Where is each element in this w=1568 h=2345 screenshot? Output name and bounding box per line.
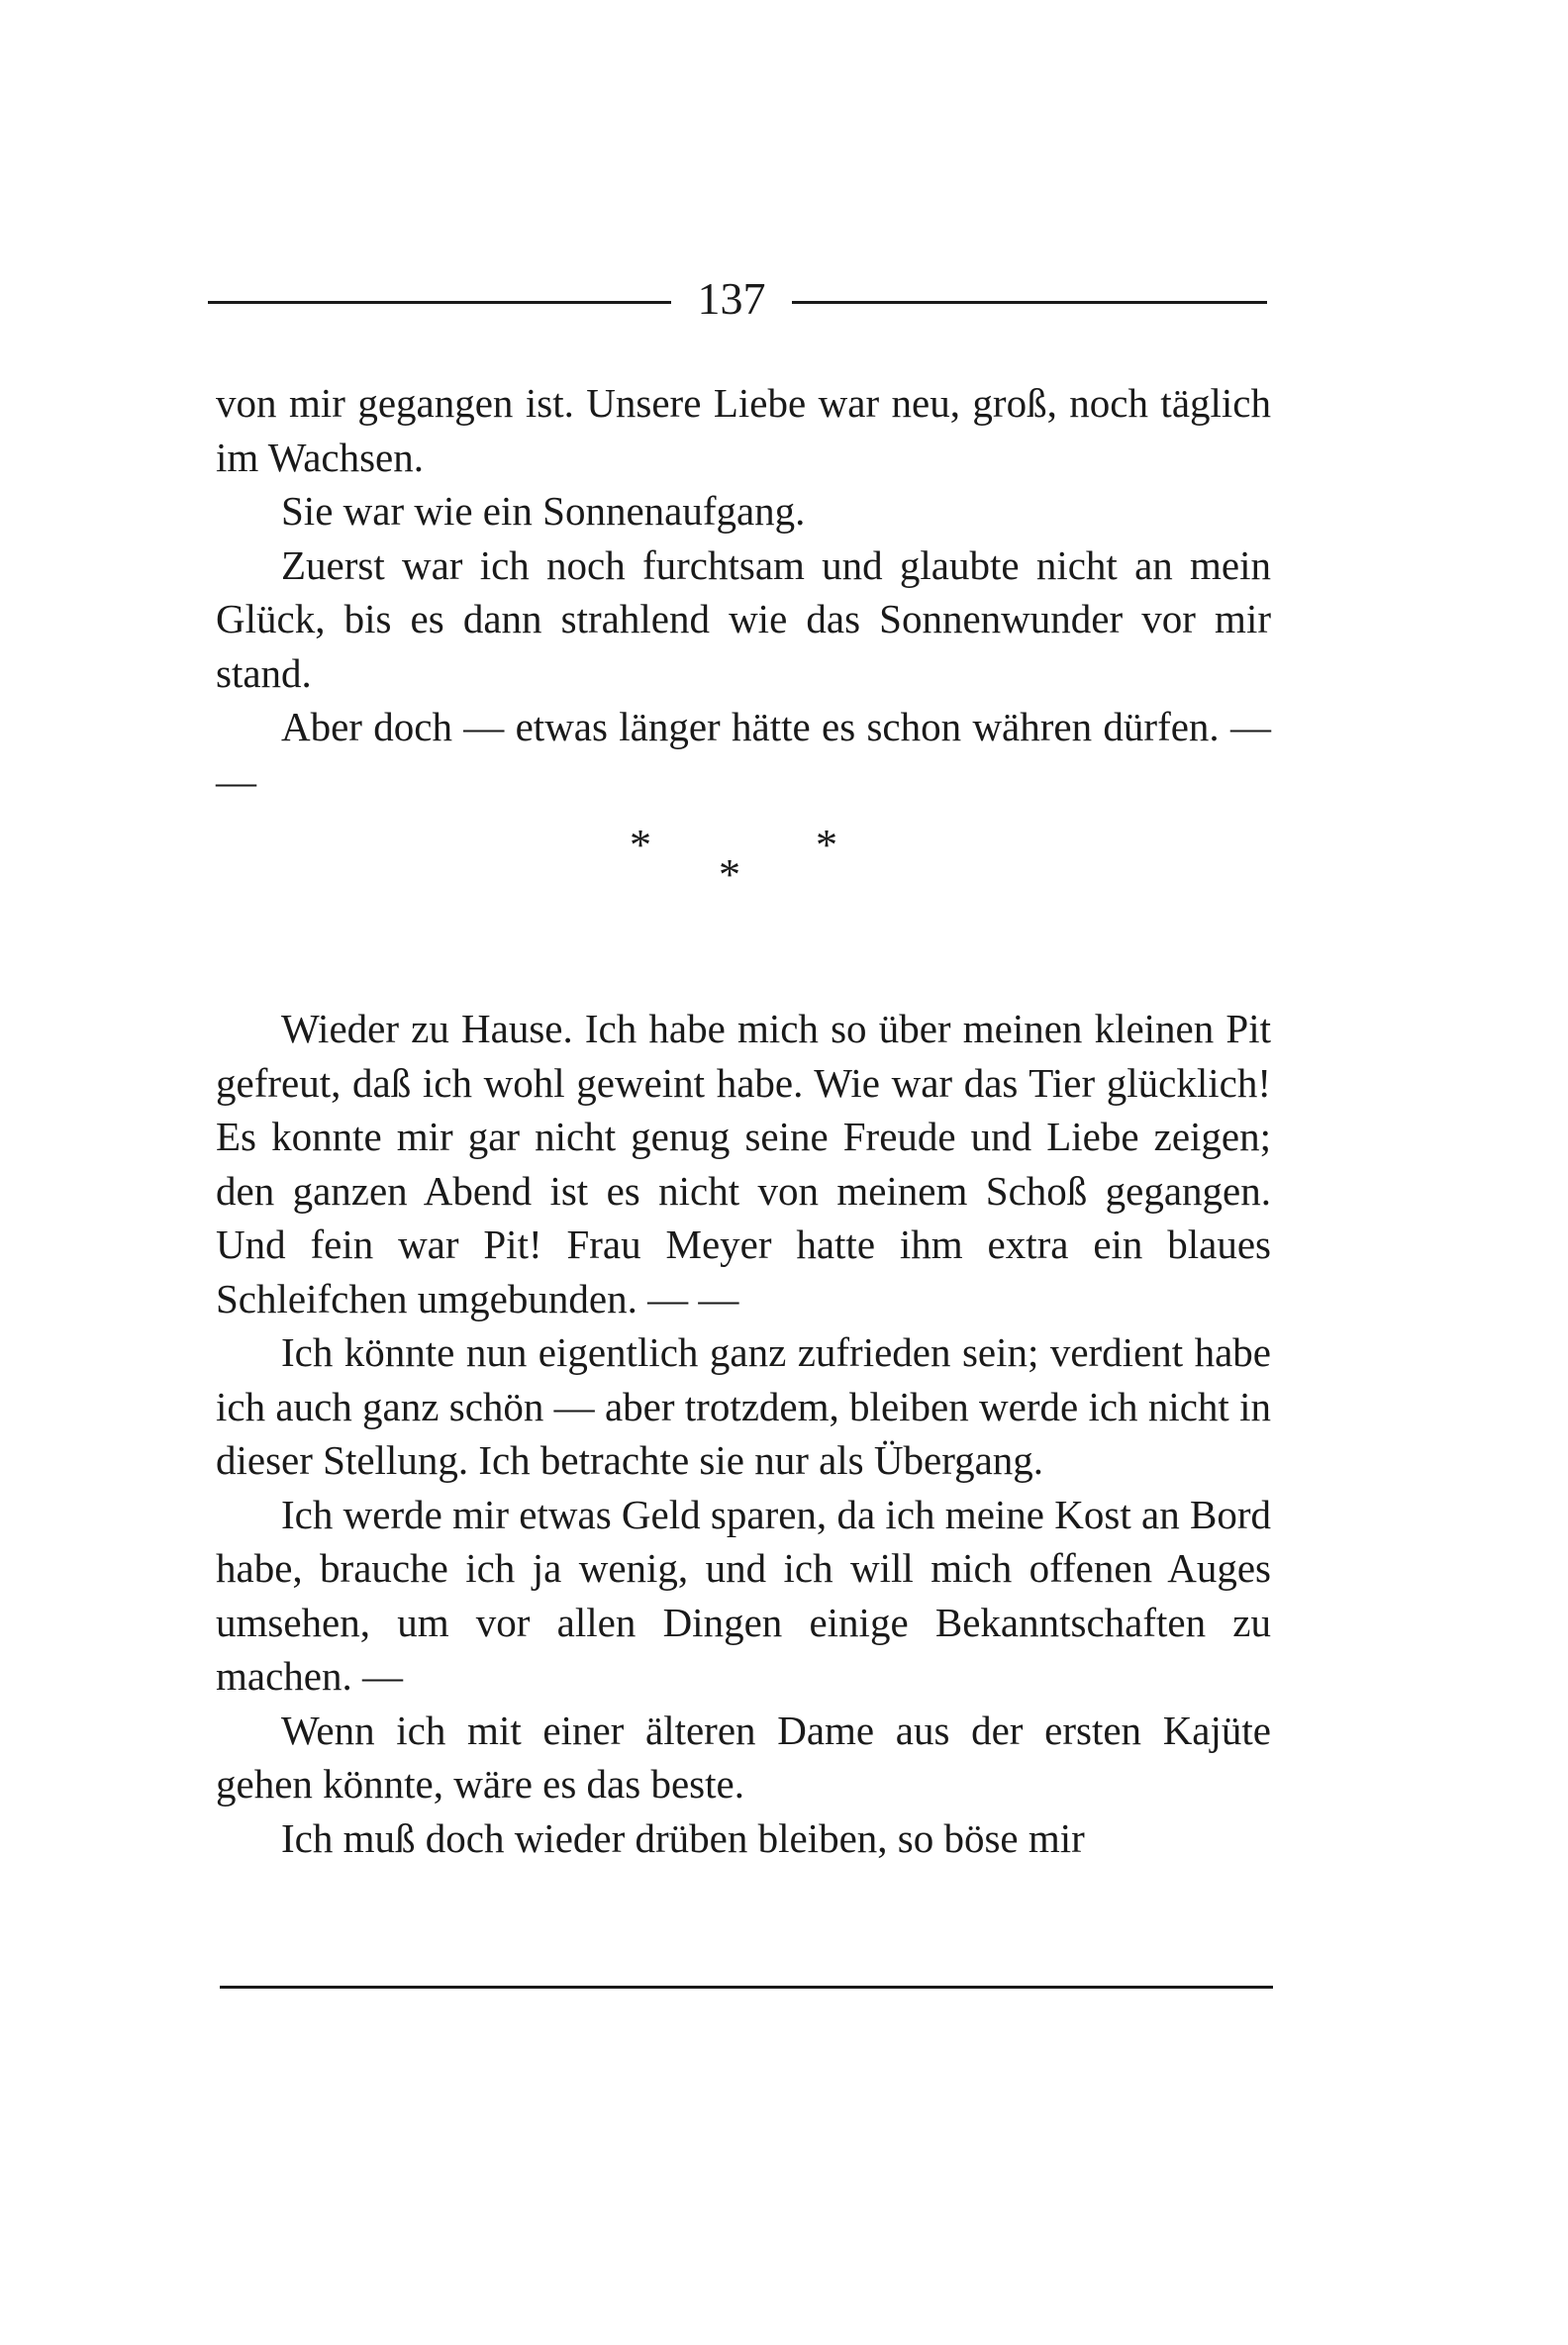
paragraph: Sie war wie ein Sonnenaufgang. — [281, 488, 806, 534]
paragraph: Ich werde mir etwas Geld sparen, da ich meine Kost an Bord habe, brauche ich ja wenig, und ich will mich offenen Auges umsehen, um vor allen Dingen einige Bekanntschaften zu machen. — — [216, 1491, 1271, 1699]
paragraph: Ich könnte nun eigentlich ganz zufrieden sein; verdient habe ich auch ganz schön — aber trotzdem, bleiben werde ich nicht in dieser Stellung. Ich betrachte sie nur als Übergang. — [216, 1329, 1271, 1483]
paragraph: Wenn ich mit einer älteren Dame aus der ersten Kajüte gehen könnte, wäre es das beste. — [216, 1707, 1271, 1807]
separator-star: * — [630, 821, 651, 869]
paragraph-continuation: von mir gegangen ist. Unsere Liebe war neu, groß, noch täglich im Wachsen. — [216, 380, 1271, 480]
separator-star: * — [719, 850, 740, 899]
header-rule-right — [792, 301, 1267, 304]
footer-rule — [220, 1986, 1273, 1989]
separator-star: * — [816, 821, 837, 869]
section-separator — [216, 808, 1271, 1002]
paragraph: Wieder zu Hause. Ich habe mich so über meinen kleinen Pit gefreut, daß ich wohl geweint habe. Wie war das Tier glücklich! Es konnte mir gar nicht genug seine Freude und Liebe zeigen; den ganzen Abend ist es nicht von meinem Schoß gegangen. Und fein war Pit! Frau Meyer hatte ihm extra ein blaues Schleifchen umgebunden. — — — [216, 1006, 1271, 1321]
paragraph: Aber doch — etwas länger hätte es schon währen dürfen. — — — [216, 704, 1271, 804]
page-header — [208, 269, 1267, 329]
paragraph: Zuerst war ich noch furchtsam und glaubte nicht an mein Glück, bis es dann strahlend wie das Sonnenwunder vor mir stand. — [216, 541, 1271, 696]
paragraph: Ich muß doch wieder drüben bleiben, so böse mir — [281, 1814, 1085, 1861]
header-rule-left — [208, 301, 671, 304]
body-text — [216, 376, 1271, 1865]
page-number: 137 — [697, 273, 766, 324]
